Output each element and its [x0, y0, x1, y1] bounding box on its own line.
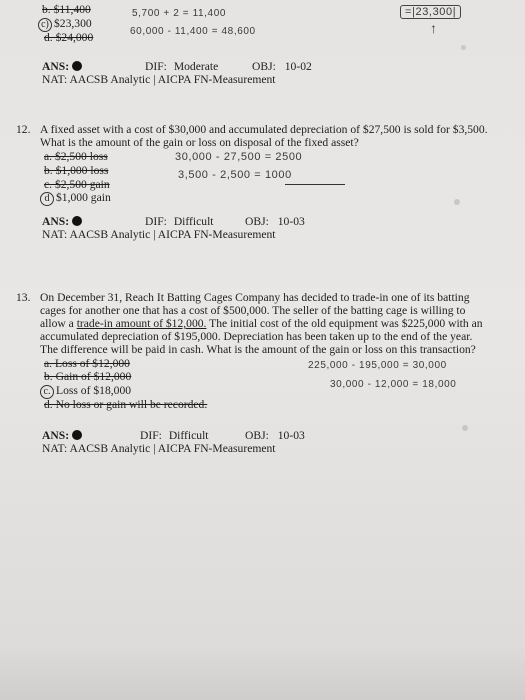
- q12-line2: What is the amount of the gain or loss on disposal of the fixed asset?: [40, 136, 359, 149]
- margin-mark-icon: [462, 425, 468, 431]
- q13-option-d: d. No loss or gain will be recorded.: [44, 398, 208, 411]
- margin-mark-icon: [454, 199, 460, 205]
- q13-line2: cages for another one that has a cost of $500,000. The seller of the batting cage is willing to: [40, 304, 466, 317]
- q11-ans-row: [42, 60, 82, 73]
- answer-dot-icon: [72, 216, 82, 226]
- q12-handwriting-line1: 30,000 - 27,500 = 2500: [175, 151, 303, 163]
- q13-option-b: b. Gain of $12,000: [44, 370, 132, 383]
- q12-option-d: d $1,000 gain: [40, 191, 111, 206]
- q11-handwriting-line2: 60,000 - 11,400 = 48,600: [130, 26, 256, 37]
- q13-dif: DIF: Difficult: [140, 429, 209, 442]
- answer-dot-icon: [72, 430, 82, 440]
- q13-line4: accumulated depreciation of $195,000. Depreciation has been taken up to the end of the year.: [40, 330, 473, 343]
- q12-option-a: a. $2,500 loss: [44, 150, 108, 163]
- q13-option-a: a. Loss of $12,000: [44, 357, 130, 370]
- q12-line1: A fixed asset with a cost of $30,000 and accumulated depreciation of $27,500 is sold for $3,500.: [40, 123, 488, 136]
- q11-option-b: [42, 3, 91, 16]
- q11-ans-label: ANS:: [42, 60, 70, 73]
- q13-option-c-letter: c.: [40, 385, 54, 399]
- q11-dif: DIF: Moderate: [145, 60, 219, 73]
- q13-line1: On December 31, Reach It Batting Cages Company has decided to trade-in one of its batting: [40, 291, 470, 304]
- q12-option-b: b. $1,000 loss: [44, 164, 109, 177]
- q13-nat: NAT: AACSB Analytic | AICPA FN-Measurement: [42, 442, 276, 455]
- q12-dif: DIF: Difficult: [145, 215, 214, 228]
- page-shadow: [0, 645, 525, 700]
- q12-option-c: c. $2,500 gain: [44, 178, 110, 191]
- q13-ans-row: ANS:: [42, 429, 82, 442]
- q12-option-d-letter: d: [40, 192, 54, 206]
- q11-option-b-text: b. $11,400: [42, 3, 91, 16]
- q12-nat: NAT: AACSB Analytic | AICPA FN-Measurement: [42, 228, 276, 241]
- q12-number: 12.: [16, 123, 31, 136]
- q13-option-c: c. Loss of $18,000: [40, 384, 131, 399]
- q11-arrow-icon: ↑: [430, 22, 437, 37]
- answer-dot-icon: [72, 61, 82, 71]
- q11-nat: NAT: AACSB Analytic | AICPA FN-Measurement: [42, 73, 276, 86]
- q13-line5: The difference will be paid in cash. What is the amount of the gain or loss on this transaction?: [40, 343, 476, 356]
- q11-option-c: [38, 17, 92, 32]
- q13-handwriting-line1: 225,000 - 195,000 = 30,000: [308, 360, 447, 371]
- q13-handwriting-line2: 30,000 - 12,000 = 18,000: [330, 379, 457, 390]
- q13-line3: allow a trade-in amount of $12,000. The initial cost of the old equipment was $225,000 with an: [40, 317, 483, 330]
- q11-handwriting-line1: 5,700 + 2 = 11,400: [132, 8, 227, 19]
- q12-ans-row: ANS:: [42, 215, 82, 228]
- q13-obj: OBJ: 10-03: [245, 429, 305, 442]
- q11-option-d: [44, 31, 93, 44]
- q11-obj: OBJ: 10-02: [252, 60, 312, 73]
- q13-number: 13.: [16, 291, 31, 304]
- q12-obj: OBJ: 10-03: [245, 215, 305, 228]
- q11-option-d-text: d. $24,000: [44, 31, 94, 44]
- q11-handwriting-answer: =|23,300|: [400, 6, 461, 18]
- q11-option-c-letter: c): [38, 18, 52, 32]
- q12-handwriting-line2: 3,500 - 2,500 = 1000: [178, 169, 292, 181]
- q12-underline: [285, 184, 345, 185]
- margin-mark-icon: [461, 45, 466, 50]
- q11-option-c-text: $23,300: [54, 17, 92, 30]
